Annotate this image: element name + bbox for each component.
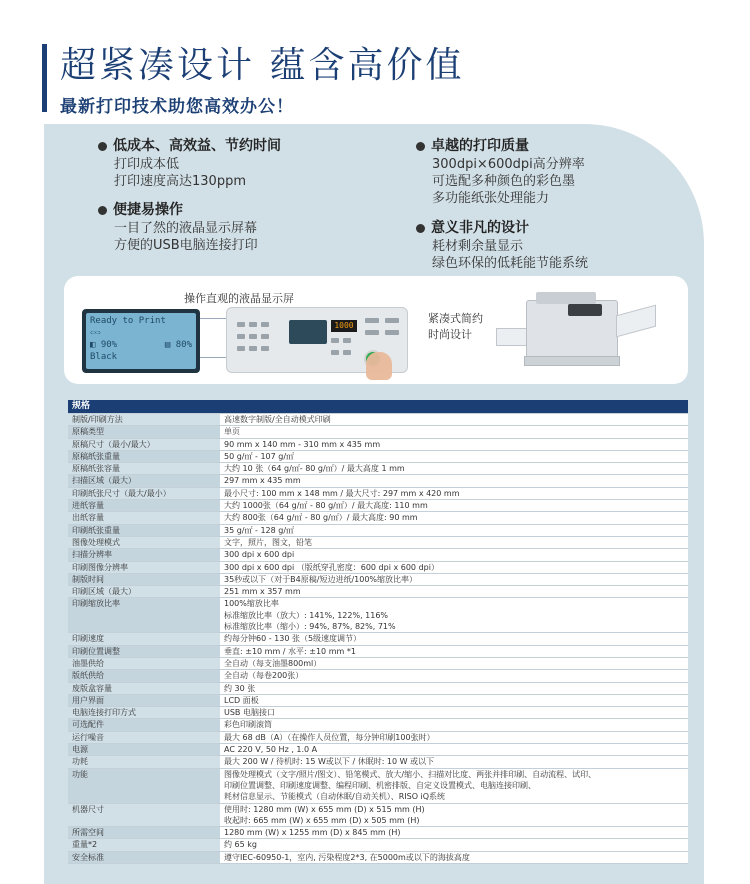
spec-label: 版纸供给	[68, 670, 220, 682]
spec-label: 原稿纸张重量	[68, 450, 220, 462]
panel-button	[343, 338, 351, 343]
printer-image	[496, 288, 658, 372]
feature-line: 可选配多种颜色的彩色墨	[432, 174, 576, 189]
spec-value	[220, 573, 688, 585]
spec-heading: 规格	[68, 400, 688, 414]
spec-value-line: 全自动（每卷200张）	[224, 671, 304, 681]
bullet-icon	[416, 224, 425, 233]
panel-button	[261, 346, 269, 351]
spec-value-line: LCD 面板	[224, 695, 259, 705]
spec-value	[220, 851, 688, 863]
spec-label: 扫描区域（最大）	[68, 475, 220, 487]
spec-value	[220, 803, 688, 827]
spec-row	[68, 414, 688, 426]
page-subtitle: 最新打印技术助您高效办公！	[60, 97, 294, 117]
spec-value	[220, 524, 688, 536]
spec-label: 重量*2	[68, 839, 220, 851]
spec-value	[220, 827, 688, 839]
spec-label: 印刷位置调整	[68, 645, 220, 657]
panel-button	[343, 350, 351, 355]
spec-label: 制版时间	[68, 573, 220, 585]
spec-value-line: 最小尺寸: 100 mm x 148 mm / 最大尺寸: 297 mm x 420 mm	[224, 488, 460, 498]
spec-label: 扫描分辨率	[68, 549, 220, 561]
spec-value-line: 1280 mm (W) x 1255 mm (D) x 845 mm (H)	[224, 828, 401, 838]
spec-row	[68, 682, 688, 694]
spec-value	[220, 839, 688, 851]
spec-row	[68, 768, 688, 803]
spec-row	[68, 487, 688, 499]
spec-value-line: USB 电脑接口	[224, 708, 275, 718]
spec-value-line: 使用时: 1280 mm (W) x 655 mm (D) x 515 mm (H)	[224, 804, 425, 814]
spec-value	[220, 438, 688, 450]
lcd-master-level: ▤ 80%	[164, 340, 192, 350]
spec-label: 印刷图像分辨率	[68, 561, 220, 573]
spec-row	[68, 803, 688, 827]
spec-label: 电脑连接打印方式	[68, 707, 220, 719]
spec-row	[68, 536, 688, 548]
panel-button	[331, 350, 339, 355]
spec-value	[220, 512, 688, 524]
spec-value-line: AC 220 V, 50 Hz , 1.0 A	[224, 745, 318, 755]
feature-line: 方便的USB电脑连接打印	[114, 238, 258, 253]
bullet-icon	[98, 206, 107, 215]
feature-line: 多功能纸张处理能力	[432, 191, 550, 206]
printer-caption-line: 紧凑式简约	[428, 312, 483, 325]
spec-value-line: 约每分钟60 - 130 张（5级速度调节）	[224, 634, 362, 644]
spec-value-line: 大约 800张（64 g/㎡ - 80 g/㎡）/ 最大高度: 90 mm	[224, 513, 418, 523]
spec-row	[68, 500, 688, 512]
spec-value	[220, 744, 688, 756]
spec-value-line: 最大 200 W / 待机时: 15 W或以下 / 休眠时: 10 W 或以下	[224, 757, 435, 767]
spec-label: 电源	[68, 744, 220, 756]
spec-value-line: 文字，照片，图文，铅笔	[224, 537, 312, 547]
spec-label: 原稿尺寸（最小/最大）	[68, 438, 220, 450]
feature-line: 一目了然的液晶显示屏幕	[114, 221, 258, 236]
spec-value	[220, 450, 688, 462]
spec-label: 运行噪音	[68, 731, 220, 743]
spec-row	[68, 561, 688, 573]
spec-row	[68, 512, 688, 524]
bullet-icon	[98, 142, 107, 151]
panel-button	[249, 346, 257, 351]
spec-row	[68, 670, 688, 682]
spec-value	[220, 707, 688, 719]
spec-value	[220, 768, 688, 803]
feature-easy-operation	[100, 200, 258, 254]
feature-title: 意义非凡的设计	[431, 220, 529, 236]
spec-value	[220, 657, 688, 669]
spec-row	[68, 633, 688, 645]
spec-value-line: 251 mm x 357 mm	[224, 587, 301, 597]
spec-value-line: 图像处理模式（文字/照片/图文）、铅笔模式、放大/缩小、扫描对比度、两张并排印刷、自动流程、试印、	[224, 769, 597, 779]
spec-value	[220, 645, 688, 657]
panel-button	[385, 318, 399, 323]
spec-label: 机器尺寸	[68, 803, 220, 827]
lcd-display-closeup	[82, 309, 200, 373]
spec-label: 印刷区域（最大）	[68, 586, 220, 598]
spec-row	[68, 694, 688, 706]
panel-button	[331, 338, 339, 343]
lcd-caption: 操作直观的液晶显示屏	[184, 292, 294, 305]
spec-label: 印刷纸张尺寸（最大/最小）	[68, 487, 220, 499]
spec-value-line: 彩色印刷滚筒	[224, 720, 272, 730]
spec-row	[68, 657, 688, 669]
spec-label: 印刷纸张重量	[68, 524, 220, 536]
spec-value	[220, 633, 688, 645]
lcd-status-text: Ready to Print	[90, 316, 166, 326]
feature-design	[418, 218, 588, 272]
spec-value-line: 35 g/㎡ - 128 g/㎡	[224, 525, 295, 535]
spec-label: 可选配件	[68, 719, 220, 731]
spec-label: 原稿类型	[68, 426, 220, 438]
spec-row	[68, 744, 688, 756]
spec-value	[220, 536, 688, 548]
feature-list	[100, 136, 660, 276]
spec-label: 油墨供给	[68, 657, 220, 669]
spec-value-line: 300 dpi x 600 dpi （版纸穿孔密度：600 dpi x 600 dpi）	[224, 562, 439, 572]
spec-label: 制版/印刷方法	[68, 414, 220, 426]
feature-line: 打印成本低	[114, 157, 180, 172]
spec-table-header	[68, 400, 688, 414]
spec-label: 功能	[68, 768, 220, 803]
spec-value-line: 遵守IEC-60950-1，室内, 污染程度2*3, 在5000m或以下的海拔高度	[224, 852, 470, 862]
printer-control-panel	[568, 304, 602, 316]
spec-value	[220, 682, 688, 694]
spec-label: 原稿纸张容量	[68, 463, 220, 475]
page-title: 超紧凑设计 蕴含高价值	[60, 45, 465, 86]
spec-value	[220, 731, 688, 743]
spec-table	[68, 400, 688, 864]
title-accent-bar	[42, 44, 47, 112]
hand-pressing-icon	[366, 352, 392, 380]
spec-value-line: 高速数字制版/全自动模式印刷	[224, 415, 331, 424]
spec-row	[68, 549, 688, 561]
feature-line: 300dpi×600dpi高分辨率	[432, 157, 585, 172]
spec-value	[220, 598, 688, 633]
panel-button	[365, 330, 379, 335]
panel-button	[237, 334, 245, 339]
spec-row	[68, 573, 688, 585]
spec-value-line: 大约 1000张（64 g/㎡ - 80 g/㎡）/ 最大高度: 110 mm	[224, 501, 428, 511]
spec-value	[220, 561, 688, 573]
spec-value-line: 全自动（每支油墨800ml）	[224, 658, 322, 668]
spec-value-line: 50 g/㎡ - 107 g/㎡	[224, 451, 295, 461]
spec-value-line: 标准缩放比率（缩小）: 94%, 87%, 82%, 71%	[224, 622, 396, 632]
printer-base	[524, 356, 620, 366]
lcd-ink-level: ◧ 90%	[90, 340, 118, 350]
spec-value-line: 标准缩放比率（放大）: 141%, 122%, 116%	[224, 610, 389, 620]
spec-value-line: 垂直: ±10 mm / 水平: ±10 mm *1	[224, 646, 356, 656]
spec-value-line: 最大 68 dB（A）（在操作人员位置，每分钟印刷100张时）	[224, 732, 435, 742]
spec-label: 用户界面	[68, 694, 220, 706]
lcd-color-text: Black	[90, 352, 118, 362]
spec-row	[68, 524, 688, 536]
spec-value	[220, 549, 688, 561]
spec-value-line: 约 65 kg	[224, 840, 257, 850]
spec-label: 废版盒容量	[68, 682, 220, 694]
spec-value-line: 约 30 张	[224, 683, 256, 693]
feature-line: 绿色环保的低耗能节能系统	[432, 256, 589, 271]
spec-value-line: 90 mm x 140 mm - 310 mm x 435 mm	[224, 439, 381, 449]
paper-feed-tray	[496, 328, 530, 346]
feature-print-quality	[418, 136, 585, 207]
feature-low-cost	[100, 136, 281, 190]
spec-row	[68, 756, 688, 768]
spec-label: 图像处理模式	[68, 536, 220, 548]
lcd-screen	[86, 313, 196, 369]
feature-title: 低成本、高效益、节约时间	[113, 138, 281, 154]
spec-value-line: 印刷位置调整、印刷速度调整、编程印刷、机密排版、自定义设置模式、电脑连接印刷、	[224, 780, 536, 790]
spec-value	[220, 414, 688, 426]
spec-row	[68, 586, 688, 598]
feature-title: 便捷易操作	[113, 202, 183, 218]
spec-value-line: 297 mm x 435 mm	[224, 476, 301, 486]
panel-button	[249, 322, 257, 327]
lcd-arrow-icon: ⇦⇨	[90, 328, 101, 338]
spec-row	[68, 707, 688, 719]
spec-label: 印刷速度	[68, 633, 220, 645]
panel-button	[261, 334, 269, 339]
spec-value	[220, 463, 688, 475]
spec-value	[220, 719, 688, 731]
spec-row	[68, 719, 688, 731]
spec-value	[220, 670, 688, 682]
bullet-icon	[416, 142, 425, 151]
panel-button	[237, 346, 245, 351]
spec-row	[68, 839, 688, 851]
spec-value-line: 300 dpi x 600 dpi	[224, 550, 295, 560]
panel-button	[385, 330, 399, 335]
spec-value-line: 大约 10 张（64 g/㎡- 80 g/㎡）/ 最大高度 1 mm	[224, 464, 405, 474]
spec-value-line: 35秒或以下（对于B4原稿/短边进纸/100%缩放比率）	[224, 574, 418, 584]
spec-label: 印刷缩放比率	[68, 598, 220, 633]
paper-output-tray	[616, 305, 656, 338]
spec-value-line: 耗材信息显示、节能模式（自动休眠/自动关机）、RISO iQ系统	[224, 792, 446, 802]
spec-value	[220, 500, 688, 512]
printer-caption	[428, 311, 483, 343]
spec-value	[220, 487, 688, 499]
spec-value-line: 100%缩放比率	[224, 599, 279, 609]
spec-value	[220, 694, 688, 706]
panel-button	[365, 318, 379, 323]
spec-label: 安全标准	[68, 851, 220, 863]
panel-button	[249, 334, 257, 339]
spec-value	[220, 756, 688, 768]
spec-row	[68, 475, 688, 487]
spec-label: 所需空间	[68, 827, 220, 839]
printer-caption-line: 时尚设计	[428, 328, 472, 341]
printer-scanner-lid	[536, 292, 596, 304]
spec-row	[68, 827, 688, 839]
feature-title: 卓越的打印质量	[431, 138, 529, 154]
spec-row	[68, 598, 688, 633]
spec-value-line: 收起时: 665 mm (W) x 655 mm (D) x 505 mm (H)	[224, 815, 420, 825]
spec-value	[220, 586, 688, 598]
panel-button	[261, 322, 269, 327]
panel-counter: 1000	[331, 320, 357, 332]
spec-row	[68, 450, 688, 462]
panel-lcd	[289, 320, 327, 344]
spec-label: 进纸容量	[68, 500, 220, 512]
panel-button	[237, 322, 245, 327]
spec-row	[68, 438, 688, 450]
spec-value-line: 单页	[224, 427, 240, 437]
spec-row	[68, 426, 688, 438]
spec-row	[68, 731, 688, 743]
spec-value	[220, 475, 688, 487]
feature-line: 耗材剩余量显示	[432, 239, 524, 254]
feature-line: 打印速度高达130ppm	[114, 174, 246, 189]
spec-row	[68, 463, 688, 475]
spec-value	[220, 426, 688, 438]
spec-row	[68, 645, 688, 657]
spec-row	[68, 851, 688, 863]
spec-label: 功耗	[68, 756, 220, 768]
spec-label: 出纸容量	[68, 512, 220, 524]
